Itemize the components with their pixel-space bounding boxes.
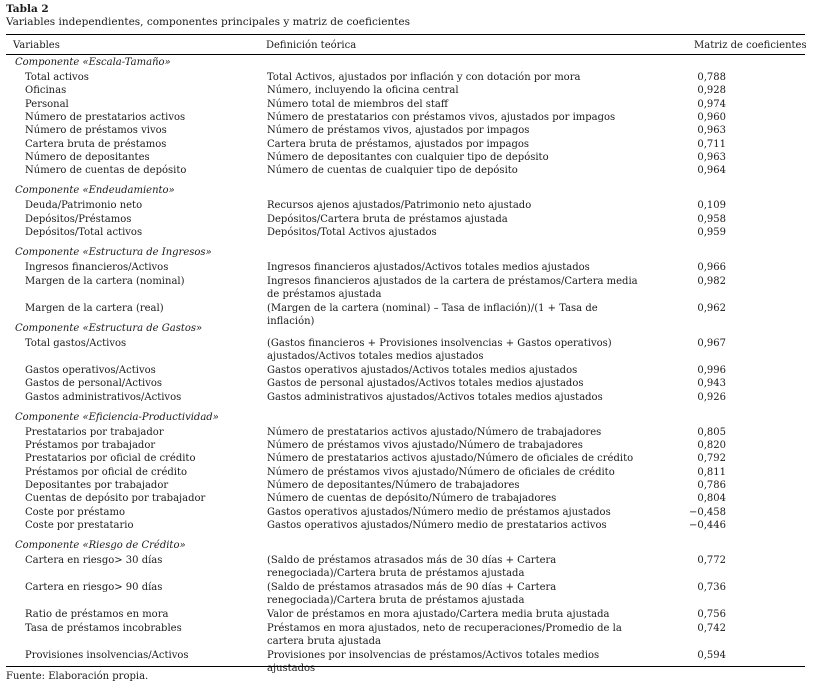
variable-cell: Ingresos financieros/Activos — [25, 262, 169, 274]
coefficient-cell: 0,109 — [697, 200, 726, 212]
coefficient-cell: 0,958 — [697, 213, 726, 225]
definition-cell: Número de préstamos vivos, ajustados por impagos — [267, 125, 530, 137]
coefficient-cell: 0,996 — [697, 364, 726, 376]
coefficient-cell: 0,960 — [697, 111, 726, 123]
coefficient-cell: 0,966 — [697, 262, 726, 274]
variable-cell: Coste por prestatario — [25, 519, 134, 531]
coefficient-cell: 0,772 — [697, 555, 726, 567]
coefficient-cell: 0,943 — [697, 378, 726, 390]
variable-cell: Margen de la cartera (nominal) — [25, 275, 185, 287]
variable-cell: Margen de la cartera (real) — [25, 302, 164, 314]
section-title: Componente «Estructura de Gastos» — [15, 322, 203, 334]
coefficient-cell: 0,982 — [697, 275, 726, 287]
variable-cell: Cartera bruta de préstamos — [25, 138, 167, 150]
header-definition: Definición teórica — [266, 40, 357, 51]
definition-cell: Número de préstamos vivos ajustado/Número de oficiales de crédito — [267, 466, 615, 478]
variable-cell: Cartera en riesgo> 90 días — [25, 582, 163, 594]
section-title: Componente «Riesgo de Crédito» — [15, 540, 186, 552]
definition-cell: Número total de miembros del staff — [267, 98, 448, 110]
coefficient-cell: 0,786 — [697, 480, 726, 491]
coefficient-cell: 0,792 — [697, 453, 726, 465]
table-header — [0, 39, 814, 52]
definition-cell: (Saldo de préstamos atrasados más de 30 días + Cartera renegociada)/Cartera bruta de préstamos ajustada — [267, 555, 557, 580]
coefficient-cell: 0,962 — [697, 302, 726, 314]
header-coefficients: Matriz de coeficientes — [694, 40, 807, 51]
variable-cell: Número de cuentas de depósito — [25, 165, 187, 177]
definition-cell: Ingresos financieros ajustados/Activos totales medios ajustados — [267, 262, 590, 274]
section-title: Componente «Escala-Tamaño» — [15, 57, 171, 68]
section-title: Componente «Eficiencia-Productividad» — [15, 411, 219, 423]
header-variables: Variables — [13, 40, 60, 51]
definition-cell: Gastos administrativos ajustados/Activos totales medios ajustados — [267, 391, 603, 403]
variable-cell: Préstamos por trabajador — [25, 440, 156, 452]
definition-cell: (Gastos financieros + Provisiones insolvencias + Gastos operativos) ajustados/Activos totales medios ajustados — [267, 337, 612, 362]
definition-cell: Depósitos/Total Activos ajustados — [267, 227, 437, 238]
definition-cell: Número de cuentas de cualquier tipo de depósito — [267, 165, 518, 177]
definition-cell: Provisiones por insolvencias de préstamos/Activos totales medios ajustados — [267, 649, 600, 674]
variable-cell: Oficinas — [25, 85, 67, 97]
variable-cell: Gastos operativos/Activos — [25, 364, 156, 376]
definition-cell: Total Activos, ajustados por inflación y con dotación por mora — [267, 72, 581, 83]
coefficient-cell: 0,928 — [697, 85, 726, 97]
definition-cell: Cartera bruta de préstamos, ajustados por impagos — [267, 138, 530, 150]
variable-cell: Ratio de préstamos en mora — [25, 609, 169, 621]
variable-cell: Tasa de préstamos incobrables — [25, 622, 182, 634]
coefficient-cell: 0,926 — [697, 391, 726, 403]
definition-cell: Ingresos financieros ajustados de la cartera de préstamos/Cartera media de préstamos ajustada — [267, 275, 638, 300]
coefficient-cell: −0,446 — [688, 519, 726, 531]
definition-cell: Número de prestatarios activos ajustado/Número de oficiales de crédito — [267, 453, 634, 465]
coefficient-cell: 0,756 — [697, 609, 726, 621]
definition-cell: Número de prestatarios activos ajustado/Número de trabajadores — [267, 426, 602, 438]
section-title: Componente «Estructura de Ingresos» — [15, 247, 212, 259]
coefficient-cell: 0,967 — [697, 337, 726, 349]
variable-cell: Prestatarios por oficial de crédito — [25, 453, 196, 465]
variable-cell: Gastos administrativos/Activos — [25, 391, 182, 403]
variable-cell: Personal — [25, 98, 69, 110]
table-source: Fuente: Elaboración propia. — [6, 671, 149, 682]
coefficient-cell: 0,736 — [697, 582, 726, 594]
coefficient-cell: −0,458 — [688, 506, 726, 518]
variable-cell: Cartera en riesgo> 30 días — [25, 555, 163, 567]
definition-cell: Gastos operativos ajustados/Número medio de préstamos ajustados — [267, 506, 611, 518]
definition-cell: Número de prestatarios con préstamos vivos, ajustados por impagos — [267, 111, 616, 123]
variable-cell: Número de depositantes — [25, 151, 150, 163]
variable-cell: Número de prestatarios activos — [25, 111, 186, 123]
variable-cell: Provisiones insolvencias/Activos — [25, 649, 189, 661]
coefficient-cell: 0,788 — [697, 72, 726, 83]
variable-cell: Depósitos/Total activos — [25, 227, 143, 238]
coefficient-cell: 0,959 — [697, 227, 726, 238]
variable-cell: Total activos — [25, 72, 89, 83]
variable-cell: Cuentas de depósito por trabajador — [25, 493, 206, 505]
variable-cell: Depositantes por trabajador — [25, 480, 169, 491]
variable-cell: Gastos de personal/Activos — [25, 378, 162, 390]
table-title: Tabla 2 — [6, 3, 49, 15]
variable-cell: Deuda/Patrimonio neto — [25, 200, 143, 212]
coefficient-cell: 0,964 — [697, 165, 726, 177]
table-subtitle: Variables independientes, componentes principales y matriz de coeficientes — [6, 16, 411, 28]
definition-cell: Depósitos/Cartera bruta de préstamos ajustada — [267, 213, 508, 225]
variable-cell: Coste por préstamo — [25, 506, 126, 518]
coefficient-cell: 0,963 — [697, 125, 726, 137]
variable-cell: Préstamos por oficial de crédito — [25, 466, 187, 478]
definition-cell: Préstamos en mora ajustados, neto de recuperaciones/Promedio de la cartera bruta ajustada — [267, 622, 622, 647]
coefficient-cell: 0,820 — [697, 440, 726, 452]
definition-cell: Gastos operativos ajustados/Activos totales medios ajustados — [267, 364, 578, 376]
coefficient-cell: 0,804 — [697, 493, 726, 505]
header-rule — [6, 54, 805, 55]
definition-cell: Número de depositantes/Número de trabajadores — [267, 480, 520, 491]
variable-cell: Depósitos/Préstamos — [25, 213, 132, 225]
definition-cell: Número de depositantes con cualquier tipo de depósito — [267, 151, 549, 163]
coefficient-cell: 0,805 — [697, 426, 726, 438]
bottom-rule — [6, 666, 805, 667]
coefficient-cell: 0,974 — [697, 98, 726, 110]
section-title: Componente «Endeudamiento» — [15, 185, 175, 197]
definition-cell: Valor de préstamos en mora ajustado/Cartera media bruta ajustada — [267, 609, 610, 621]
definition-cell: Número de préstamos vivos ajustado/Número de trabajadores — [267, 440, 583, 452]
definition-cell: Número, incluyendo la oficina central — [267, 85, 459, 97]
definition-cell: Gastos operativos ajustados/Número medio de prestatarios activos — [267, 519, 607, 531]
variable-cell: Número de préstamos vivos — [25, 125, 167, 137]
coefficient-cell: 0,742 — [697, 622, 726, 634]
definition-cell: (Margen de la cartera (nominal) – Tasa de inflación)/(1 + Tasa de inflación) — [267, 302, 598, 327]
top-rule — [6, 34, 805, 35]
coefficient-cell: 0,963 — [697, 151, 726, 163]
definition-cell: Gastos de personal ajustados/Activos totales medios ajustados — [267, 378, 584, 390]
coefficient-cell: 0,594 — [697, 649, 726, 661]
coefficient-cell: 0,711 — [697, 138, 726, 150]
coefficient-cell: 0,811 — [697, 466, 726, 478]
variable-cell: Total gastos/Activos — [25, 337, 127, 349]
definition-cell: Número de cuentas de depósito/Número de trabajadores — [267, 493, 557, 505]
variable-cell: Prestatarios por trabajador — [25, 426, 164, 438]
definition-cell: (Saldo de préstamos atrasados más de 90 días + Cartera renegociada)/Cartera bruta de préstamos ajustada — [267, 582, 557, 607]
definition-cell: Recursos ajenos ajustados/Patrimonio neto ajustado — [267, 200, 532, 212]
